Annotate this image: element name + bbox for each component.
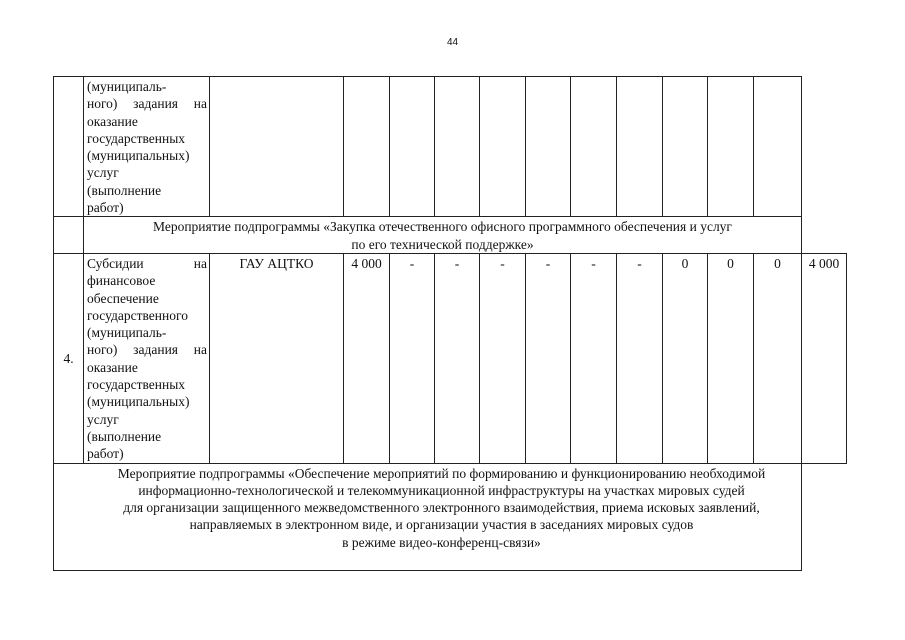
section-heading-line: Мероприятие подпрограммы «Закупка отечественного офисного программного обеспечения и услуг bbox=[153, 219, 732, 235]
description-line: работ) bbox=[87, 200, 124, 216]
section-row bbox=[54, 463, 847, 570]
value-cell: 4 000 bbox=[344, 253, 390, 463]
description-cell bbox=[84, 253, 210, 463]
description-line: государственных bbox=[87, 377, 186, 393]
description-line: финансовое bbox=[87, 273, 156, 289]
value-cell: 0 bbox=[754, 253, 802, 463]
row-number-cell bbox=[54, 77, 84, 217]
program-table bbox=[53, 76, 847, 571]
description-line: (муниципальных) bbox=[87, 394, 190, 410]
section-spacer-cell bbox=[54, 217, 84, 254]
value-cell bbox=[435, 77, 480, 217]
section-heading-line: информационно-технологической и телекоммуникационной инфраструктуры на участках мировых судей bbox=[138, 482, 745, 498]
value-cell: 0 bbox=[708, 253, 754, 463]
section-row bbox=[54, 217, 847, 254]
description-line: услуг bbox=[87, 165, 119, 181]
section-heading-line: для организации защищенного межведомственного электронного взаимодействия, приема исковых заявлений, bbox=[123, 500, 760, 516]
section-heading-1 bbox=[84, 217, 802, 254]
value-cell bbox=[754, 77, 802, 217]
description-line: (муниципальных) bbox=[87, 148, 190, 164]
page-number: 44 bbox=[446, 37, 459, 48]
description-line: (муниципаль- bbox=[87, 325, 167, 341]
value-cell: - bbox=[435, 253, 480, 463]
section-heading-line: в режиме видео-конференц-связи» bbox=[342, 534, 541, 550]
value-cell bbox=[390, 77, 435, 217]
executor-cell: ГАУ АЦТКО bbox=[210, 253, 344, 463]
value-cell bbox=[344, 77, 390, 217]
description-line: оказание bbox=[87, 359, 138, 375]
value-cell bbox=[526, 77, 571, 217]
value-cell: 4 000 bbox=[802, 253, 847, 463]
value-cell bbox=[663, 77, 708, 217]
description-line: ного) задания на bbox=[87, 96, 207, 112]
value-cell: - bbox=[480, 253, 526, 463]
row-number-cell: 4. bbox=[54, 253, 84, 463]
table-row-4 bbox=[54, 253, 847, 463]
value-cell bbox=[708, 77, 754, 217]
section-heading-line: по его технической поддержке» bbox=[351, 236, 534, 252]
description-line: государственного bbox=[87, 307, 188, 323]
section-heading-2 bbox=[54, 463, 802, 570]
value-cell: - bbox=[526, 253, 571, 463]
description-line: оказание bbox=[87, 113, 138, 129]
description-line: Субсидии на bbox=[87, 255, 207, 271]
value-cell: - bbox=[390, 253, 435, 463]
value-cell: - bbox=[617, 253, 663, 463]
executor-cell bbox=[210, 77, 344, 217]
description-line: работ) bbox=[87, 446, 124, 462]
value-cell bbox=[617, 77, 663, 217]
description-line: обеспечение bbox=[87, 290, 159, 306]
description-cell bbox=[84, 77, 210, 217]
table-row-continued bbox=[54, 77, 847, 217]
description-line: ного) задания на bbox=[87, 342, 207, 358]
description-line: (выполнение bbox=[87, 428, 162, 444]
section-heading-line: направляемых в электронном виде, и организации участия в заседаниях мировых судов bbox=[189, 517, 694, 533]
description-line: (выполнение bbox=[87, 182, 162, 198]
value-cell: - bbox=[571, 253, 617, 463]
value-cell bbox=[571, 77, 617, 217]
description-line: (муниципаль- bbox=[87, 79, 167, 94]
description-line: услуг bbox=[87, 411, 119, 427]
description-line: государственных bbox=[87, 130, 186, 146]
value-cell: 0 bbox=[663, 253, 708, 463]
section-heading-line: Мероприятие подпрограммы «Обеспечение мероприятий по формированию и функционированию необходимой bbox=[117, 465, 766, 481]
value-cell bbox=[480, 77, 526, 217]
